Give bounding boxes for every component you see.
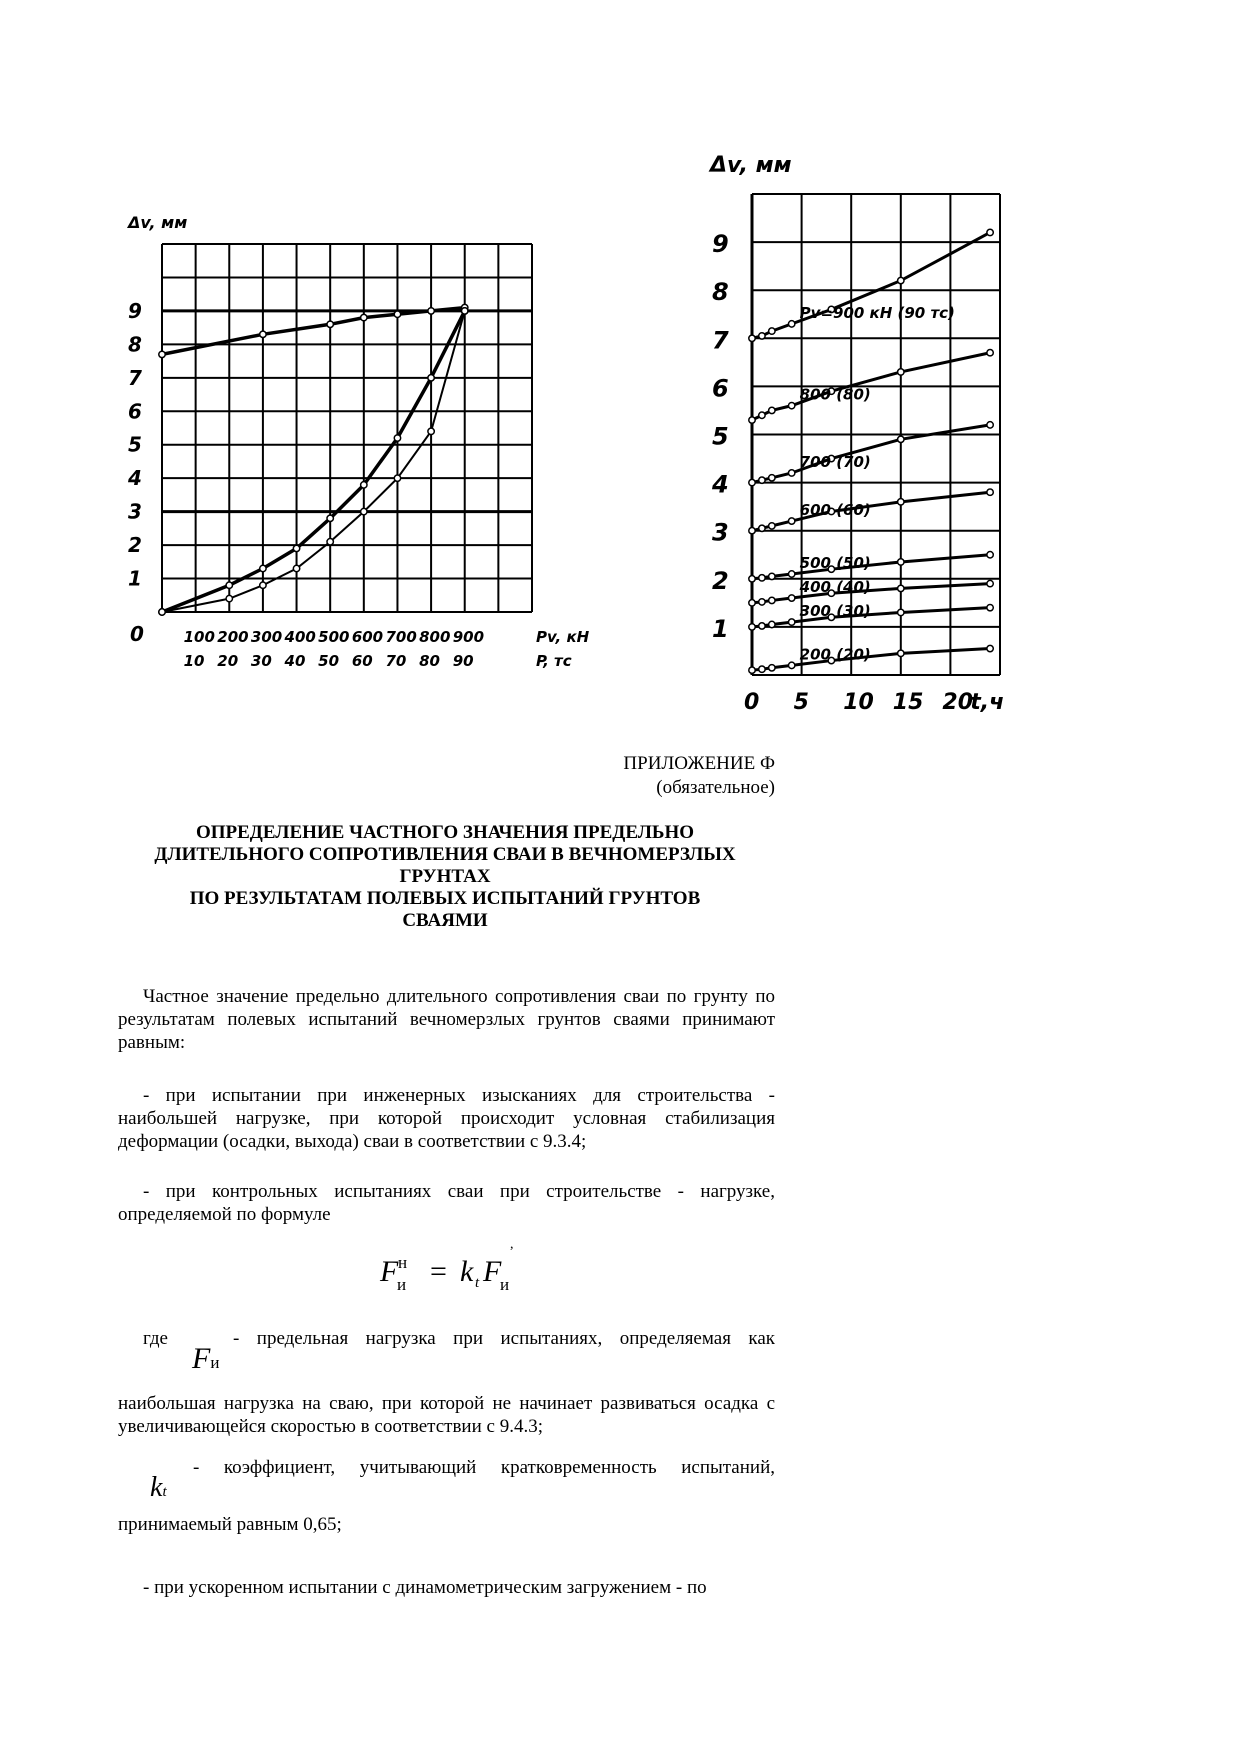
x-tick-label: 10 [843, 690, 874, 715]
formula-comma: , [510, 1237, 514, 1252]
x-tick-label: 15 [892, 690, 924, 715]
x-tick-label: 70 [385, 652, 407, 670]
x-axis-label: t,ч [970, 690, 1005, 715]
data-point [898, 609, 904, 615]
series-line [162, 308, 465, 355]
x-tick-label: 10 [183, 652, 205, 670]
data-point [769, 597, 775, 603]
formula-sub2: и [500, 1275, 510, 1294]
creep-time-chart [700, 150, 1020, 730]
data-point [361, 482, 367, 488]
data-point [293, 545, 299, 551]
data-point [987, 552, 993, 558]
y-tick-label: 6 [128, 399, 142, 424]
data-point [987, 350, 993, 356]
series-line [752, 608, 990, 627]
data-point [749, 600, 755, 606]
where-definition: - предельная нагрузка при испытаниях, определяемая как [233, 1328, 775, 1349]
data-point [898, 499, 904, 505]
title-line: СВАЯМИ [402, 910, 488, 931]
data-point [749, 335, 755, 341]
formula-sub-t: t [475, 1275, 480, 1291]
y-tick-label: 2 [712, 566, 729, 595]
data-point [759, 412, 765, 418]
series-line [752, 555, 990, 579]
x-tick-label: 800 [419, 628, 451, 646]
data-point [769, 621, 775, 627]
x-tick-label: 20 [942, 690, 974, 715]
data-point [327, 539, 333, 545]
series-label: 200 (20) [799, 645, 871, 664]
x-tick-label: 90 [452, 652, 474, 670]
x-axis-label: P, тс [536, 652, 572, 670]
x-tick-label: 700 [385, 628, 417, 646]
var-k: k [150, 1472, 163, 1503]
chart-grid [752, 194, 1000, 675]
data-point [788, 321, 794, 327]
data-point [749, 417, 755, 423]
paragraph: наибольшая нагрузка на сваю, при которой не начинает развиваться осадка с увеличивающейся скоростью в соответствии с 9.4.3; [118, 1393, 775, 1437]
x-tick-label: 100 [183, 628, 215, 646]
y-tick-label: 9 [712, 230, 729, 259]
series-line [752, 492, 990, 530]
y-tick-label: 6 [712, 374, 729, 403]
data-point [759, 575, 765, 581]
x-tick-label: 80 [419, 652, 440, 670]
y-axis-label: Δv, мм [710, 153, 792, 178]
data-point [987, 422, 993, 428]
var-k-sub: t [162, 1484, 167, 1500]
var-F-i [192, 1342, 219, 1376]
data-point [987, 489, 993, 495]
formula-k: k [460, 1255, 474, 1288]
data-point [759, 333, 765, 339]
data-point [226, 595, 232, 601]
var-F: F [192, 1342, 211, 1375]
y-axis-label: Δv, мм [128, 213, 188, 232]
data-point [759, 666, 765, 672]
data-point [788, 518, 794, 524]
data-point [226, 582, 232, 588]
data-point [327, 515, 333, 521]
data-point [898, 369, 904, 375]
data-point [788, 402, 794, 408]
data-point [159, 351, 165, 357]
y-tick-label: 3 [712, 518, 729, 547]
data-point [769, 523, 775, 529]
data-point [327, 321, 333, 327]
data-point [749, 528, 755, 534]
data-point [898, 436, 904, 442]
title-line: ГРУНТАХ [399, 866, 491, 887]
x-tick-label: 40 [284, 652, 306, 670]
data-point [361, 314, 367, 320]
title-line: ОПРЕДЕЛЕНИЕ ЧАСТНОГО ЗНАЧЕНИЯ ПРЕДЕЛЬНО [195, 822, 695, 843]
data-point [769, 665, 775, 671]
y-tick-label: 9 [128, 298, 142, 323]
chart-grid [162, 244, 532, 612]
x-tick-label: 20 [217, 652, 239, 670]
paragraph: принимаемый равным 0,65; [118, 1514, 342, 1535]
data-point [462, 308, 468, 314]
formula-eq: = [430, 1255, 447, 1288]
data-point [788, 619, 794, 625]
data-point [293, 565, 299, 571]
formula-F2: F [483, 1255, 502, 1288]
chart-series-group [159, 304, 468, 615]
series-label: Pv=900 кН (90 тс) [799, 303, 955, 322]
appendix-note: (обязательное) [656, 777, 775, 798]
paragraph: Частное значение предельно длительного сопротивления сваи по грунту по результатам полевых испытаний вечномерзлых грунтов сваями принимают равным: [118, 986, 775, 1053]
var-k-t [150, 1472, 167, 1504]
y-tick-label: 7 [712, 326, 729, 355]
data-point [769, 475, 775, 481]
data-point [788, 470, 794, 476]
y-tick-label: 7 [128, 365, 142, 390]
data-point [769, 573, 775, 579]
y-tick-label: 3 [128, 499, 142, 524]
data-point [898, 585, 904, 591]
var-F-sub: и [210, 1353, 220, 1372]
x-tick-label: 50 [318, 652, 340, 670]
data-point [394, 311, 400, 317]
data-point [987, 229, 993, 235]
x-axis-label: Pv, кН [536, 628, 590, 646]
y-tick-label: 5 [128, 432, 142, 457]
load-settlement-chart [110, 210, 590, 680]
document-title [115, 822, 775, 932]
x-tick-label: 0 [744, 690, 760, 715]
paragraph: - при контрольных испытаниях сваи при строительстве - нагрузке, определяемой по формуле [118, 1181, 775, 1225]
data-point [898, 650, 904, 656]
x-tick-label: 400 [284, 628, 316, 646]
series-label: 300 (30) [799, 602, 871, 621]
data-point [987, 645, 993, 651]
data-point [749, 624, 755, 630]
y-tick-label: 0 [130, 622, 144, 646]
series-line [752, 649, 990, 671]
kt-definition: - коэффициент, учитывающий кратковременность испытаний, [193, 1457, 775, 1478]
data-point [987, 580, 993, 586]
x-tick-label: 5 [793, 690, 809, 715]
x-tick-label: 600 [351, 628, 384, 646]
x-tick-label: 500 [318, 628, 350, 646]
data-point [394, 435, 400, 441]
series-line [752, 584, 990, 603]
series-label: 400 (40) [799, 578, 871, 597]
where-word: где [143, 1328, 168, 1349]
title-line: ПО РЕЗУЛЬТАТАМ ПОЛЕВЫХ ИСПЫТАНИЙ ГРУНТОВ [189, 888, 701, 909]
x-tick-label: 900 [452, 628, 485, 646]
data-point [759, 599, 765, 605]
y-tick-label: 4 [712, 470, 729, 499]
data-point [749, 576, 755, 582]
data-point [260, 565, 266, 571]
data-point [428, 308, 434, 314]
series-line [752, 232, 990, 338]
series-label: 600 (60) [799, 501, 871, 520]
y-tick-label: 8 [712, 278, 729, 307]
series-label: 500 (50) [799, 553, 871, 572]
x-tick-label: 30 [250, 652, 272, 670]
series-label: 700 (70) [799, 452, 871, 471]
data-point [769, 328, 775, 334]
appendix-label: ПРИЛОЖЕНИЕ Ф [623, 753, 775, 774]
data-point [898, 277, 904, 283]
data-point [759, 477, 765, 483]
x-tick-label: 300 [250, 628, 283, 646]
y-tick-label: 2 [128, 533, 142, 558]
y-tick-label: 4 [128, 466, 142, 491]
series-line [162, 311, 465, 612]
chart-series-group [749, 229, 993, 673]
y-tick-label: 5 [712, 422, 729, 451]
series-label: 800 (80) [799, 385, 871, 404]
data-point [788, 571, 794, 577]
data-point [260, 582, 266, 588]
data-point [987, 604, 993, 610]
data-point [769, 407, 775, 413]
series-line [162, 311, 465, 612]
formula-F: F [380, 1255, 399, 1288]
title-line: ДЛИТЕЛЬНОГО СОПРОТИВЛЕНИЯ СВАИ В ВЕЧНОМЕРЗЛЫХ [154, 844, 736, 865]
data-point [260, 331, 266, 337]
x-tick-label: 60 [351, 652, 373, 670]
y-tick-label: 8 [128, 332, 142, 357]
data-point [749, 479, 755, 485]
y-tick-label: 1 [712, 614, 729, 643]
paragraph: - при ускоренном испытании с динамометрическим загружением - по [143, 1577, 707, 1598]
data-point [788, 595, 794, 601]
data-point [759, 623, 765, 629]
x-tick-label: 200 [217, 628, 249, 646]
data-point [428, 428, 434, 434]
y-tick-label: 1 [128, 566, 142, 591]
data-point [788, 662, 794, 668]
formula-sup: н [398, 1253, 408, 1272]
data-point [759, 525, 765, 531]
data-point [159, 609, 165, 615]
data-point [428, 375, 434, 381]
data-point [394, 475, 400, 481]
formula-sub: и [397, 1275, 407, 1294]
data-point [361, 508, 367, 514]
data-point [749, 667, 755, 673]
data-point [898, 559, 904, 565]
formula [380, 1237, 580, 1305]
paragraph: - при испытании при инженерных изысканиях для строительства - наибольшей нагрузке, при которой происходит условная стабилизация деформации (осадки, выхода) сваи в соответствии с 9.3.4; [118, 1085, 775, 1152]
